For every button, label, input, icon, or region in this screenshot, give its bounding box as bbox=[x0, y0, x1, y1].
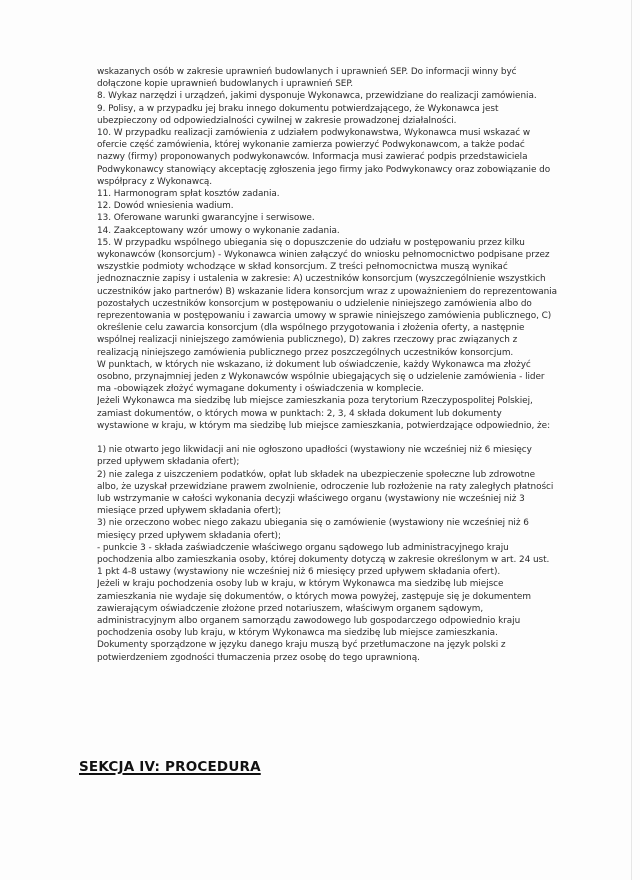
text-line: osobno, przynajmniej jeden z Wykonawców wspólnie ubiegających się o udzielenie zamówienia - lider bbox=[97, 372, 545, 383]
text-line: ubezpieczony od odpowiedzialności cywilnej w zakresie prowadzonej działalności. bbox=[97, 115, 457, 126]
text-line: pozostałych uczestników konsorcjum w postępowaniu o udzielenie niniejszego zamówienia albo do bbox=[97, 298, 532, 309]
text-line: wykonawców (konsorcjum) - Wykonawca winien załączyć do wniosku pełnomocnictwo podpisane przez bbox=[97, 250, 550, 261]
text-line: administracyjnym albo organem samorządu zawodowego lub gospodarczego odpowiednio kraju bbox=[97, 615, 521, 626]
text-line: realizacją niniejszego zamówienia publicznego przez poszczególnych uczestników konsorcjum. bbox=[97, 347, 514, 358]
text-line: dołączone kopie uprawnień budowlanych i uprawnień SEP. bbox=[97, 79, 354, 90]
blank-line bbox=[97, 432, 571, 444]
text-line: zamieszkania nie wydaje się dokumentów, o których mowa powyżej, zastępuje się je dokumentem bbox=[97, 591, 531, 602]
text-line: wystawione w kraju, w którym ma siedzibę lub miejsce zamieszkania, potwierdzające odpowiednio, że: bbox=[97, 420, 551, 431]
text-line: reprezentowania w postępowaniu i zawarcia umowy w sprawie niniejszego zamówienia publicznego, C) bbox=[97, 311, 552, 322]
page-edge-line bbox=[631, 0, 632, 880]
text-line: uczestników jako partnerów) B) wskazanie lidera konsorcjum wraz z upoważnieniem do reprezentowania bbox=[97, 286, 557, 297]
section-title: SEKCJA IV: PROCEDURA bbox=[79, 759, 261, 775]
body-text bbox=[97, 66, 571, 664]
text-line: wskazanych osób w zakresie uprawnień budowlanych i uprawnień SEP. Do informacji winny być bbox=[97, 67, 517, 77]
text-line: ofercie część zamówienia, której wykonanie zamierza powierzyć Podwykonawcom, a także podać bbox=[97, 140, 525, 151]
text-line: miesięcy przed upływem składania ofert); bbox=[97, 530, 281, 541]
text-line: Jeżeli Wykonawca ma siedzibę lub miejsce zamieszkania poza terytorium Rzeczypospolitej Polskiej, bbox=[97, 396, 533, 407]
text-line: 14. Zaakceptowany wzór umowy o wykonanie zadania. bbox=[97, 225, 340, 236]
text-line: jednoznacznie zapisy i ustalenia w zakresie: A) uczestników konsorcjum (wyszczególnienie wszystkich bbox=[97, 274, 546, 285]
text-line: 1) nie otwarto jego likwidacji ani nie ogłoszono upadłości (wystawiony nie wcześniej niż 6 miesięcy bbox=[97, 445, 532, 456]
text-line: 1 pkt 4-8 ustawy (wystawiony nie wcześniej niż 6 miesięcy przed upływem składania ofert). bbox=[97, 567, 501, 578]
text-line: pochodzenia osoby lub kraju, w którym Wykonawca ma siedzibę lub miejsce zamieszkania. bbox=[97, 628, 498, 639]
text-line: 8. Wykaz narzędzi i urządzeń, jakimi dysponuje Wykonawca, przewidziane do realizacji zamówienia. bbox=[97, 91, 537, 102]
text-line: Podwykonawcy stanowiący akceptację zgłoszenia jego firmy jako Podwykonawcy oraz zobowiązanie do bbox=[97, 164, 551, 175]
text-line: miesiące przed upływem składania ofert); bbox=[97, 506, 282, 517]
text-line: lub wstrzymanie w całości wykonania decyzji właściwego organu (wystawiony nie wcześniej niż 3 bbox=[97, 493, 525, 504]
text-line: - punkcie 3 - składa zaświadczenie właściwego organu sądowego lub administracyjnego kraju bbox=[97, 542, 509, 553]
text-line: albo, że uzyskał przewidziane prawem zwolnienie, odroczenie lub rozłożenie na raty zaległych płatności bbox=[97, 481, 554, 492]
text-line: zawierającym oświadczenie złożone przed notariuszem, właściwym organem sądowym, bbox=[97, 603, 484, 614]
text-line: zamiast dokumentów, o których mowa w punktach: 2, 3, 4 składa dokument lub dokumenty bbox=[97, 408, 502, 419]
text-line: wszystkie podmioty wchodzące w skład konsorcjum. Z treści pełnomocnictwa muszą wynikać bbox=[97, 262, 508, 273]
text-line: pochodzenia albo zamieszkania osoby, której dokumenty dotyczą w zakresie określonym w art. 24 ust. bbox=[97, 554, 550, 565]
text-line: Dokumenty sporządzone w języku danego kraju muszą być przetłumaczone na język polski z bbox=[97, 640, 506, 651]
text-line: ma -obowiązek złożyć wymagane dokumenty i oświadczenia w komplecie. bbox=[97, 384, 424, 395]
text-line: 11. Harmonogram spłat kosztów zadania. bbox=[97, 189, 280, 200]
text-line: 2) nie zalega z uiszczeniem podatków, opłat lub składek na ubezpieczenie społeczne lub zdrowotne bbox=[97, 469, 535, 480]
text-line: 10. W przypadku realizacji zamówienia z udziałem podwykonawstwa, Wykonawca musi wskazać w bbox=[97, 128, 531, 139]
text-line: 9. Polisy, a w przypadku jej braku innego dokumentu potwierdzającego, że Wykonawca jest bbox=[97, 103, 499, 114]
text-line: W punktach, w których nie wskazano, iż dokument lub oświadczenie, każdy Wykonawca ma złożyć bbox=[97, 359, 531, 370]
text-line: przed upływem składania ofert); bbox=[97, 457, 240, 468]
text-line: 3) nie orzeczono wobec niego zakazu ubiegania się o zamówienie (wystawiony nie wcześniej niż 6 bbox=[97, 518, 529, 529]
text-line: współpracy z Wykonawcą. bbox=[97, 176, 213, 187]
text-line: nazwy (firmy) proponowanych podwykonawców. Informacja musi zawierać podpis przedstawiciela bbox=[97, 152, 528, 163]
text-line: Jeżeli w kraju pochodzenia osoby lub w kraju, w którym Wykonawca ma siedzibę lub miejsce bbox=[97, 579, 504, 590]
text-line: wspólnej realizacji niniejszego zamówienia publicznego), D) zakres rzeczowy prac związanych z bbox=[97, 335, 518, 346]
text-line: potwierdzeniem zgodności tłumaczenia przez osobę do tego uprawnioną. bbox=[97, 652, 420, 663]
text-line: 15. W przypadku wspólnego ubiegania się o dopuszczenie do udziału w postępowaniu przez kilku bbox=[97, 237, 525, 248]
text-line: 12. Dowód wniesienia wadium. bbox=[97, 201, 234, 212]
text-line: 13. Oferowane warunki gwarancyjne i serwisowe. bbox=[97, 213, 315, 224]
text-line: określenie celu zawarcia konsorcjum (dla wspólnego przygotowania i złożenia oferty, a następnie bbox=[97, 323, 525, 334]
